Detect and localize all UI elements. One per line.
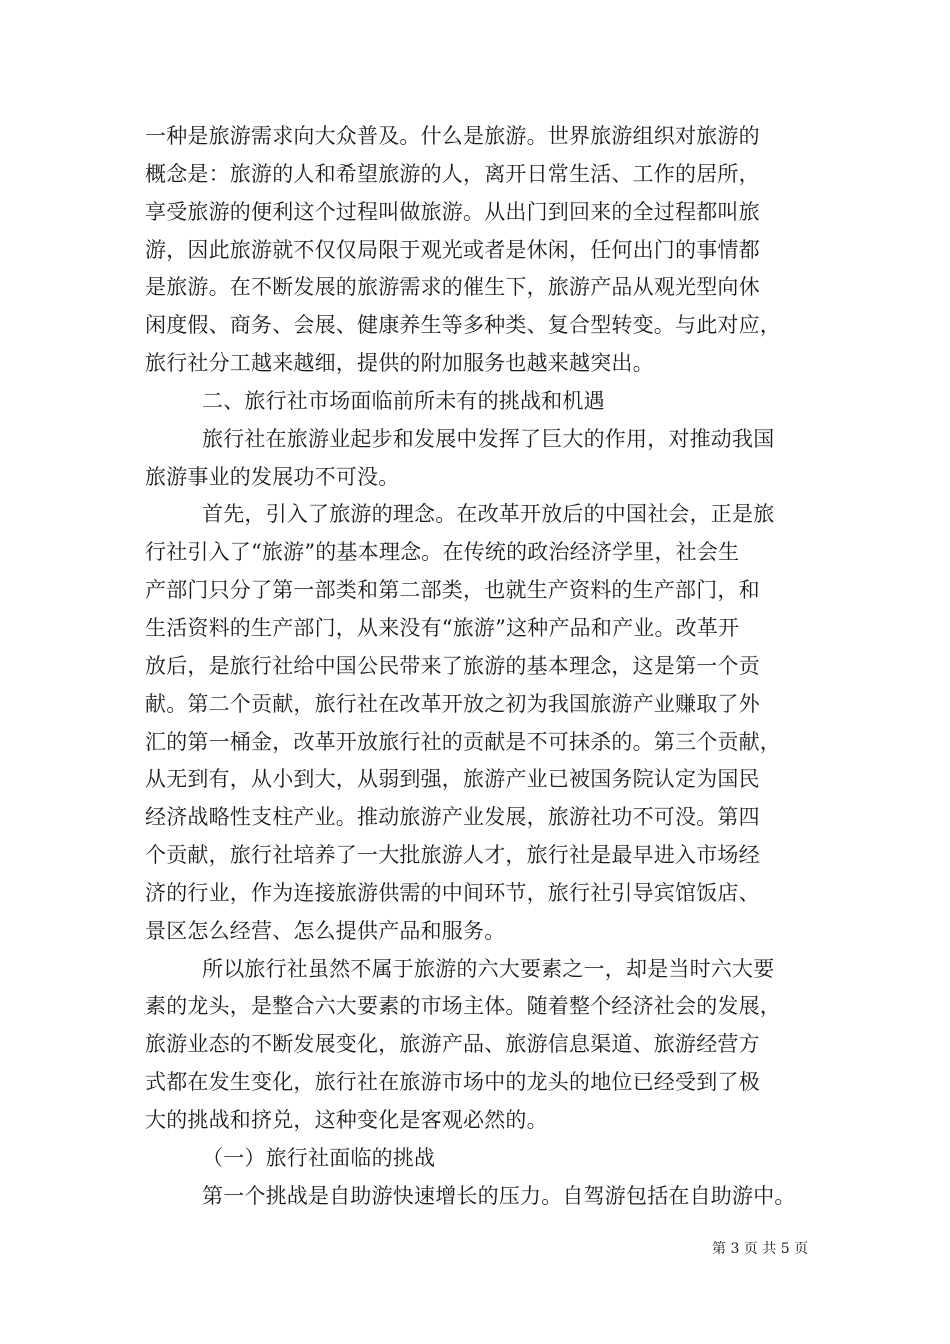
text-line: 概念是：旅游的人和希望旅游的人，离开日常生活、工作的居所， (145, 161, 760, 186)
text-line: 从无到有，从小到大，从弱到强，旅游产业已被国务院认定为国民 (145, 767, 760, 792)
text-line: 产部门只分了第一部类和第二部类，也就生产资料的生产部门，和 (145, 578, 760, 603)
text-line: 个贡献，旅行社培养了一大批旅游人才，旅行社是最早进入市场经 (145, 843, 760, 868)
section-heading: 二、旅行社市场面临前所未有的挑战和机遇 (202, 388, 605, 413)
text-line: 旅行社分工越来越细，提供的附加服务也越来越突出。 (145, 351, 654, 376)
text-line: 旅游事业的发展功不可没。 (145, 464, 400, 489)
text-line: 游，因此旅游就不仅仅局限于观光或者是休闲，任何出门的事情都 (145, 237, 760, 262)
text-line: 放后，是旅行社给中国公民带来了旅游的基本理念，这是第一个贡 (145, 653, 760, 678)
subsection-heading: （一）旅行社面临的挑战 (202, 1145, 436, 1170)
text-line: 闲度假、商务、会展、健康养生等多种类、复合型转变。与此对应， (145, 313, 781, 338)
page-number: 第 3 页 共 5 页 (712, 1241, 809, 1257)
text-line: 生活资料的生产部门，从来没有“旅游”这种产品和产业。改革开 (145, 615, 740, 640)
text-line: 第一个挑战是自助游快速增长的压力。自驾游包括在自助游中。 (202, 1183, 796, 1208)
text-line: 汇的第一桶金，改革开放旅行社的贡献是不可抹杀的。第三个贡献， (145, 729, 781, 754)
text-line: 一种是旅游需求向大众普及。什么是旅游。世界旅游组织对旅游的 (145, 124, 760, 148)
text-line: 享受旅游的便利这个过程叫做旅游。从出门到回来的全过程都叫旅 (145, 199, 760, 224)
text-line: 式都在发生变化，旅行社在旅游市场中的龙头的地位已经受到了极 (145, 1070, 760, 1095)
text-line: 旅行社在旅游业起步和发展中发挥了巨大的作用，对推动我国 (202, 426, 775, 451)
text-line: 行社引入了“旅游”的基本理念。在传统的政治经济学里，社会生 (145, 540, 740, 565)
text-line: 济的行业，作为连接旅游供需的中间环节，旅行社引导宾馆饭店、 (145, 880, 760, 905)
text-line: 是旅游。在不断发展的旅游需求的催生下，旅游产品从观光型向休 (145, 275, 760, 300)
text-line: 献。第二个贡献，旅行社在改革开放之初为我国旅游产业赚取了外 (145, 691, 760, 716)
text-line: 所以旅行社虽然不属于旅游的六大要素之一，却是当时六大要 (202, 956, 775, 981)
text-line: 大的挑战和挤兑，这种变化是客观必然的。 (145, 1107, 548, 1132)
text-line: 首先，引入了旅游的理念。在改革开放后的中国社会，正是旅 (202, 502, 775, 527)
text-line: 经济战略性支柱产业。推动旅游产业发展，旅游社功不可没。第四 (145, 805, 760, 830)
text-line: 旅游业态的不断发展变化，旅游产品、旅游信息渠道、旅游经营方 (145, 1032, 760, 1057)
text-line: 素的龙头，是整合六大要素的市场主体。随着整个经济社会的发展， (145, 994, 781, 1019)
document-body (145, 118, 825, 1215)
text-line: 景区怎么经营、怎么提供产品和服务。 (145, 918, 506, 943)
